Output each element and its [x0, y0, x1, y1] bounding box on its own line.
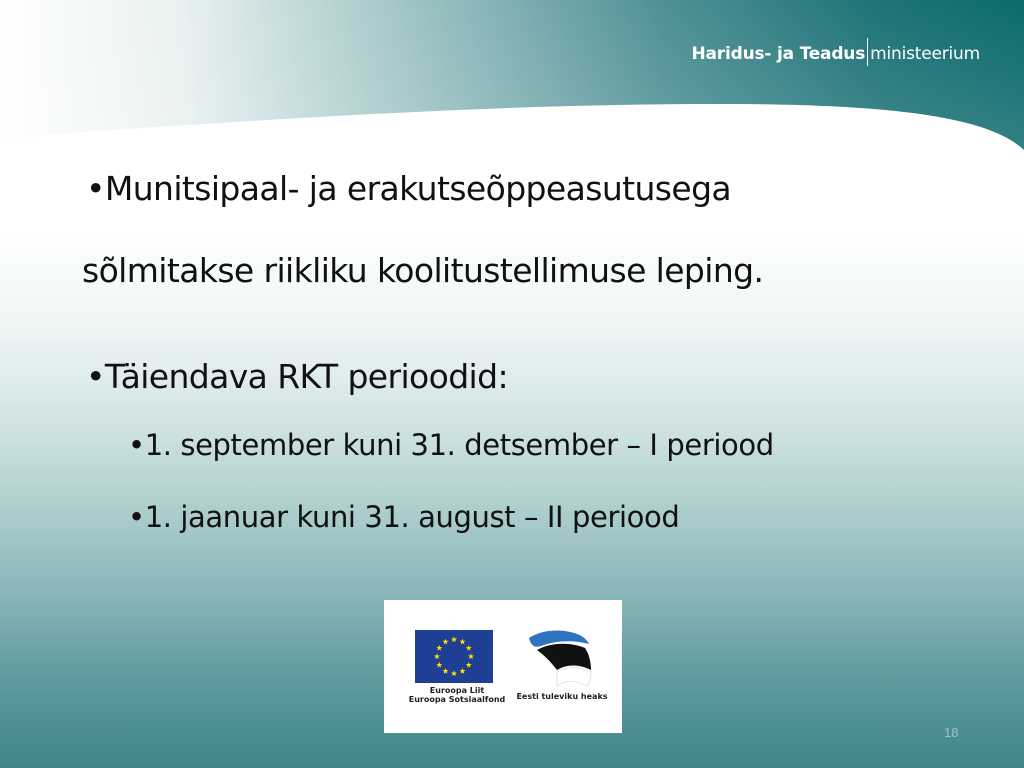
- ee-caption: Eesti tuleviku heaks: [516, 692, 608, 701]
- bullet-contract: [82, 148, 962, 312]
- eu-caption-line-2: Euroopa Sotsiaalfond: [408, 695, 506, 704]
- eu-caption-line-1: Euroopa Liit: [429, 686, 485, 695]
- bullet-contract-line-2: sõlmitakse riikliku koolitustellimuse leping.: [82, 251, 764, 290]
- ministry-name-light: ministeerium: [870, 44, 980, 64]
- ministry-name-bold: Haridus- ja Teadus: [691, 44, 866, 64]
- slide-content: [82, 148, 962, 566]
- slide-number: 18: [944, 725, 959, 740]
- eu-flag-icon: [415, 630, 493, 683]
- funding-logos: [384, 600, 622, 733]
- bullet-contract-line-1: •Munitsipaal- ja erakutseõppeasutusega: [86, 169, 732, 208]
- eu-caption: [402, 686, 512, 704]
- logo-divider: [867, 38, 868, 66]
- period-item-1: •1. september kuni 31. detsember – I periood: [128, 428, 774, 462]
- bullet-periods-heading: •Täiendava RKT perioodid:: [86, 357, 508, 396]
- periods-list: [82, 422, 962, 540]
- estonia-flag-icon: [527, 628, 593, 688]
- header-band: [0, 0, 1024, 150]
- period-item-2: •1. jaanuar kuni 31. august – II periood: [128, 500, 680, 534]
- ministry-logo: [692, 40, 981, 68]
